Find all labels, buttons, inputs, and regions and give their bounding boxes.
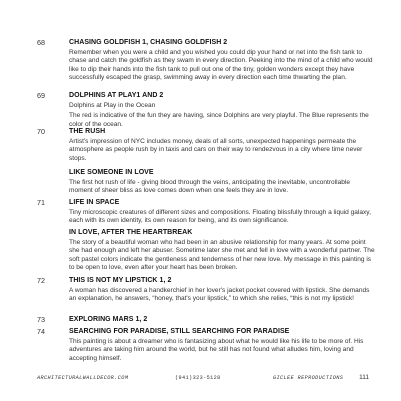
entry-subtitle: Dolphins at Play in the Ocean <box>69 102 156 109</box>
footer-website: ARCHITECTURALWALLDECOR.COM <box>37 375 129 381</box>
entry-title: IN LOVE, AFTER THE HEARTBREAK <box>69 229 193 236</box>
entry-73 <box>37 315 375 324</box>
entry-description: A woman has discovered a handkerchief in her lover's jacket pocket covered with lipstick. She demands an explanation, he answers, “honey, that's your lipstick,” to which she relies, “this is not my lipstick! <box>69 287 370 303</box>
entry-title: EXPLORING MARS 1, 2 <box>69 316 148 323</box>
entry-number: 70 <box>37 127 45 136</box>
entry-number: 74 <box>37 327 45 336</box>
entry-69 <box>37 91 375 129</box>
page-footer <box>37 373 369 383</box>
entry-title: DOLPHINS AT PLAY1 AND 2 <box>69 92 164 99</box>
entry-title: LIFE IN SPACE <box>69 199 120 206</box>
entry-description: The story of a beautiful woman who had been in an abusive relationship for many years. At some point she had enough and left her abuser. Sometime later she met and fell in love with a wonderful partner. The soft pastel colors indicate the gentleness and tenderness of her new love. My message in this painting is to be open to love, even after your heart has been broken. <box>69 239 375 271</box>
entry-number: 69 <box>37 91 45 100</box>
entry-71 <box>37 198 375 226</box>
entry-description: This painting is about a dreamer who is fantasizing about what he would like his life to be more of. His adventures are taking him around the world, but he still has not found what alludes him, loving and accepting himself. <box>69 338 364 362</box>
entry-70 <box>37 127 375 163</box>
entry-like-someone-in-love <box>37 168 375 196</box>
footer-phone: (941)323-5128 <box>175 375 221 381</box>
entry-number: 73 <box>37 315 45 324</box>
entry-number: 72 <box>37 276 45 285</box>
entry-72 <box>37 276 375 304</box>
entry-number: 68 <box>37 38 45 47</box>
entry-description: Remember when you were a child and you wished you could dip your hand or net into the fish tank to chase and catch the goldfish as they swam in every direction. Peeking into the mind of a child who would like to dip their hands into the fish tank to pull out one of the tiny, golden wonders except they have successfully escaped the grasp, swimming away in every direction each time thwarting the plan. <box>69 49 373 81</box>
entry-title: CHASING GOLDFISH 1, CHASING GOLDFISH 2 <box>69 39 228 46</box>
entry-68 <box>37 38 375 82</box>
entry-description: The first hot rush of life - giving blood through the veins, anticipating the inevitable, uncontrollable moment of sheer bliss as love comes down when one feels they are in love. <box>69 179 350 195</box>
page-number: 111 <box>359 374 369 381</box>
entry-description: Artist's impression of NYC includes money, deals of all sorts, unexpected happenings permeate the atmosphere as people rush by in taxis and cars on their way to rendezvous in a city where time never stops. <box>69 138 363 162</box>
footer-label: GICLEE REPRODUCTIONS <box>273 375 344 381</box>
entry-title: THE RUSH <box>69 128 106 135</box>
entry-description: The red is indicative of the fun they are having, since Dolphins are very playful. The Blue represents the color of the ocean. <box>69 112 369 128</box>
entry-title: THIS IS NOT MY LIPSTICK 1, 2 <box>69 277 172 284</box>
entry-74 <box>37 327 375 363</box>
entry-description: Tiny microscopic creatures of different sizes and compositions. Floating blissfully through a liquid galaxy, each with its own identity, its own reason for being, and its own significance. <box>69 209 371 225</box>
entry-number: 71 <box>37 198 45 207</box>
entry-in-love-after-heartbreak <box>37 228 375 272</box>
entry-title: LIKE SOMEONE IN LOVE <box>69 169 154 176</box>
entry-title: SEARCHING FOR PARADISE, STILL SEARCHING FOR PARADISE <box>69 328 290 335</box>
